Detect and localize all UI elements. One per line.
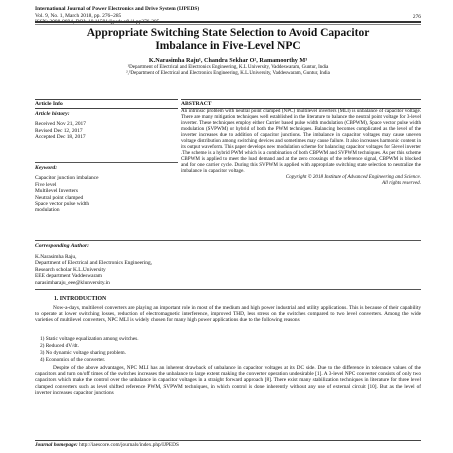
abstract-body (181, 108, 421, 238)
intro-heading: 1. INTRODUCTION (54, 296, 107, 302)
keyword-item: Capacitor junction imbalance (35, 175, 99, 182)
keyword-label: Keyword: (35, 165, 58, 171)
keyword-item: Neutral point clamped (35, 194, 84, 201)
accepted-date: Accepted Dec 18, 2017 (35, 134, 86, 141)
abstract-heading: ABSTRACT (181, 99, 421, 109)
intro-paragraph-1: Now-a-days, multilevel converters are playing an important role in most of the medium and high power industrial and utility applications. This is because of their capability to operate at lower switching losses, reduction of electromagnetic interference, improved THD, less stress on the switches compared to two level converters. Among the wide varieties of multilevel converters, NPC MLI is widely chosen for many high power applications due to the following reasons (35, 305, 421, 324)
info-divider (35, 162, 178, 163)
keyword-item: Space vector pulse width (35, 201, 90, 208)
revised-date: Revised Dec 12, 2017 (35, 127, 83, 134)
intro-paragraph-2: Despite of the above advantages, NPC MLI has an inherent drawback of unbalance in capacitor voltages at its DC side. Due to the difference in tolerance values of the capacitors and turn on/off times of the switches increases the unbalance to large extent making the converter operation undesirable [1]. A 3-level NPC converter consists of only two capacitors which make the control over the unbalance in capacitor voltages in a straight forward approach [8]. There exist many stabilization techniques in literature for three level clamped converters such as level shifted reference PWM, SVPWM techniques, in which control is done inherently without any use of external circuit [10]. But as the level of inverter increases capacitor junctions (35, 365, 421, 396)
affiliation-2: ²,³Department of Electrical and Electronics Engineering, K.L.University, Vaddeswaram, Guntur, India (126, 71, 330, 77)
affiliation-1: ¹Department of Electrical and Electronics Engineering, K.L University, Vaddeswaram, Guntur, India (127, 65, 329, 70)
title-line-1: Appropriate Switching State Selection to Avoid Capacitor (86, 27, 370, 39)
article-history (35, 111, 178, 141)
footer-rule (35, 440, 421, 441)
corr-name: K.Narasimha Raju, (35, 253, 77, 260)
journal-volume: Vol. 9, No. 1, March 2018, pp. 276~285 (35, 12, 122, 19)
copyright: Copyright © 2018 Institute of Advanced Engineering and Science. (285, 174, 421, 180)
corr-bottom-rule (35, 289, 421, 290)
abstract-text: An intrinsic problem with neutral point clamped (NPC) multilevel inverters (MLI) is unbalance of capacitor voltage. There are many mitigation techniques well established in the literature to balance the neutral point voltage for 3-level inverter. These techniques employ either Carrier based pulse width modulation (CBPWM), Space vector pulse width modulation (SVPWM) or hybrid of both the PWM techniques. Balancing becomes complicated as the level of the inverter increases due to addition of capacitor junctions. The imbalance in capacitor voltages may cause uneven voltage distribution among switching devices and sometimes may cause failure. It also increases harmonic content in its output waveform. This paper develops new modulation scheme for balancing capacitor voltages for 5level inverter .The scheme is a hybrid PWM which is a combination of both CBPWM and SVPWM techniques. As per this scheme CBPWM is applied to meet the load demand and at the zero crossings of the reference signal, CBPWM is blocked and for one carrier cycle. During this SVPWM is applied with appropriate switching state selection to neutralize the imbalance in capacitor voltage. (181, 108, 421, 174)
keyword-item: modulation (35, 207, 60, 214)
authors: K.Narasimha Raju¹, Chandra Sekhar O², Ramamoorthy M³ (148, 57, 308, 64)
rights: All rights reserved. (382, 180, 421, 186)
corr-scholar: Research scholar K.L.University (35, 266, 106, 273)
keyword-item: Five level (35, 181, 57, 188)
footer-label: Journal homepage: (35, 442, 78, 448)
list-item: 2) Reduced dV/dt. (40, 343, 79, 349)
corr-email: narasimharaju_eee@klunversity.in (35, 279, 110, 286)
received-date: Received Nov 21, 2017 (35, 121, 86, 128)
article-info-heading: Article Info (35, 99, 178, 109)
footer (35, 442, 179, 448)
corresponding-author (35, 243, 235, 287)
header-rule-thin (35, 24, 421, 25)
corr-label: Corresponding Author: (35, 243, 90, 249)
title-line-2: Imbalance in Five-Level NPC (155, 40, 301, 52)
paper-title (35, 27, 421, 53)
header-rule (35, 21, 421, 23)
journal-name: International Journal of Power Electronics and Drive System (IJPEDS) (35, 6, 200, 12)
keyword-item: Multilevel Inverters (35, 188, 78, 195)
page-number: 276 (412, 14, 421, 20)
list-item: 3) No dynamic voltage sharing problem. (40, 350, 126, 356)
history-label: Article history: (35, 111, 70, 117)
list-item: 1) Static voltage equalization among switches. (40, 336, 139, 342)
info-bottom-rule (35, 240, 421, 241)
keywords-block (35, 165, 178, 214)
affiliations (35, 65, 421, 77)
journal-homepage-link[interactable]: http://iaescore.com/journals/index.php/IJPEDS (79, 442, 179, 448)
list-item: 4) Economics of the converter. (40, 357, 106, 363)
corr-place: EEE department Vaddeswaram (35, 273, 102, 280)
corr-dept: Department of Electrical and Electronics Engineering, (35, 260, 153, 267)
